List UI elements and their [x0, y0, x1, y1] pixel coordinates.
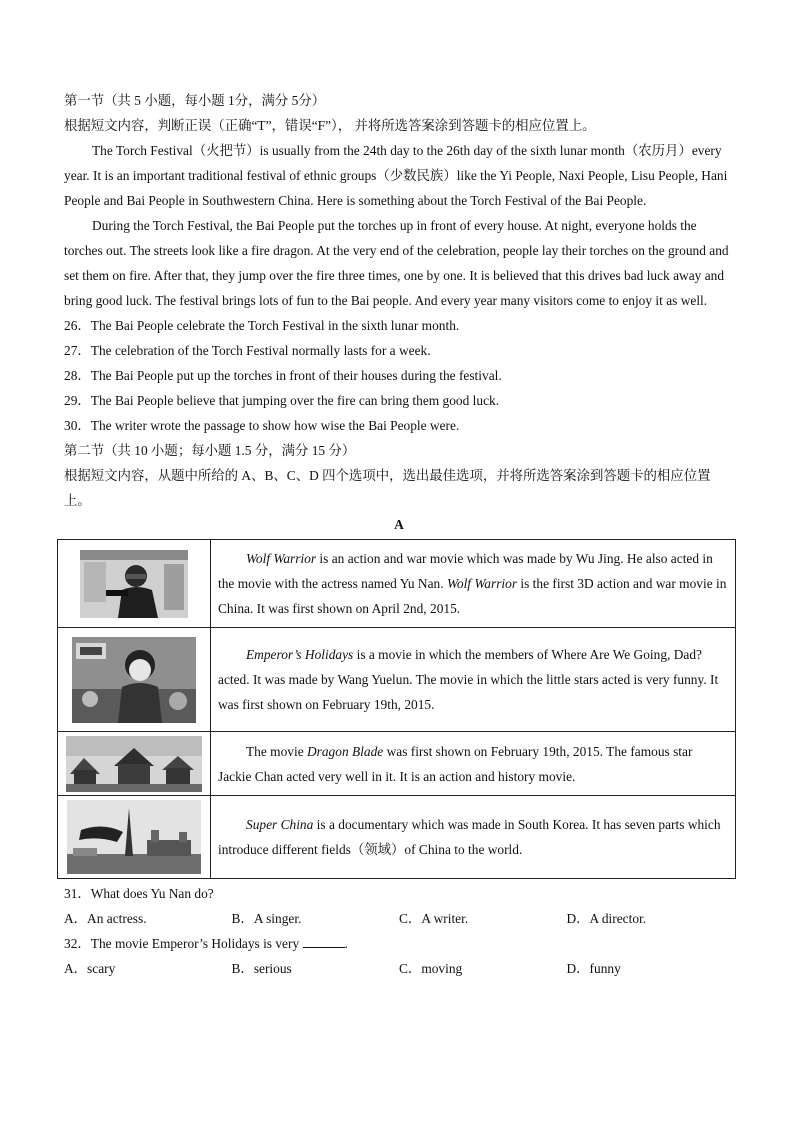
passage-paragraph-1: The Torch Festival（火把节）is usually from the 24th day to the 26th day of the sixth lunar month（农历月）every year. It is an important traditional festival of ethnic groups（少数民族）like the Yi People, Naxi People, Lisu People, Hani People and Bai People in Southwestern China. Here is something about the Torch Festival of the Bai People. [64, 143, 728, 208]
wolf-warrior-photo [80, 550, 188, 618]
movie-text: was first shown on February 19th, 2015. The famous star Jackie Chan acted very well in it. It is an action and history movie. [218, 743, 693, 784]
option-a: A．scary [64, 961, 116, 976]
option-d: D．A director. [566, 911, 647, 926]
movie-row [58, 628, 736, 732]
movie-text: is a movie in which the members of Where Are We Going, Dad? acted. It was made by Wang Yuelun. The movie in which the little stars acted is very funny. It was first shown on February 19th, 2015. [218, 647, 719, 712]
movie-image-cell [58, 540, 211, 628]
movie-text: The movie [246, 743, 307, 759]
movie-description [211, 540, 736, 628]
section2-instruction: 根据短文内容，从题中所给的 A、B、C、D 四个选项中，选出最佳选项，并将所选答案涂到答题卡的相应位置上。 [64, 468, 711, 508]
movie-description [211, 628, 736, 732]
movie-row [58, 796, 736, 879]
movie-table [57, 539, 736, 879]
passage-label: A [394, 517, 404, 532]
question-29: 29．The Bai People believe that jumping over the fire can bring them good luck. [64, 393, 500, 408]
question-31-options [64, 906, 734, 931]
movie-title: Wolf Warrior [446, 576, 518, 591]
movie-row [58, 732, 736, 796]
movie-text: is a documentary which was made in South Korea. It has seven parts which introduce different fields（领域）of China to the world. [218, 817, 721, 857]
question-26: 26．The Bai People celebrate the Torch Festival in the sixth lunar month. [64, 318, 460, 333]
option-c: C．moving [399, 961, 463, 976]
super-china-photo [67, 800, 201, 874]
question-32-period: . [344, 936, 348, 951]
movie-title: Emperor’s Holidays [246, 647, 354, 662]
option-a: A．An actress. [64, 911, 147, 926]
option-c: C．A writer. [399, 911, 469, 926]
movie-description [211, 796, 736, 879]
section1-instruction: 根据短文内容，判断正误（正确“T”，错误“F”）， 并将所选答案涂到答题卡的相应位置上。 [64, 118, 596, 133]
option-b: B．A singer. [231, 911, 302, 926]
question-28: 28．The Bai People put up the torches in front of their houses during the festival. [64, 368, 502, 383]
option-b: B．serious [231, 961, 292, 976]
question-32 [64, 931, 734, 956]
section1-heading: 第一节（共 5 小题，每小题 1分，满分 5分） [64, 93, 326, 108]
answer-blank [303, 933, 345, 948]
movie-title: Wolf Warrior [246, 551, 317, 566]
movie-image-cell [58, 796, 211, 879]
movie-title: Super China [246, 817, 314, 832]
movie-row [58, 540, 736, 628]
question-32-stem: 32．The movie Emperor’s Holidays is very [64, 936, 303, 951]
emperors-holidays-photo [72, 637, 196, 723]
question-31: 31．What does Yu Nan do? [64, 886, 214, 901]
movie-description [211, 732, 736, 796]
movie-image-cell [58, 628, 211, 732]
exam-page [64, 88, 734, 981]
movie-image-cell [58, 732, 211, 796]
option-d: D．funny [566, 961, 621, 976]
passage-paragraph-2: During the Torch Festival, the Bai People put the torches up in front of every house. At night, everyone holds the torches out. The streets look like a fire dragon. At the very end of the celebration, people lay their torches on the ground and set them on fire. After that, they jump over the fire three times, one by one. It is believed that this drives bad luck away and bring good luck. The festival brings lots of fun to the Bai people. And every year many visitors come to enjoy it as well. [64, 218, 729, 308]
movie-title: Dragon Blade [306, 743, 384, 759]
question-27: 27．The celebration of the Torch Festival normally lasts for a week. [64, 343, 431, 358]
section2-heading: 第二节（共 10 小题；每小题 1.5 分，满分 15 分） [64, 443, 356, 458]
dragon-blade-photo [66, 736, 202, 792]
movie-text: is the first 3D action and war movie in China. It was first shown on April 2nd, 2015. [218, 576, 727, 616]
question-32-options [64, 956, 734, 981]
movie-text: is an action and war movie which was made by Wu Jing. He also acted in the movie with the actress named Yu Nan. [218, 551, 713, 591]
question-30: 30．The writer wrote the passage to show how wise the Bai People were. [64, 418, 460, 433]
